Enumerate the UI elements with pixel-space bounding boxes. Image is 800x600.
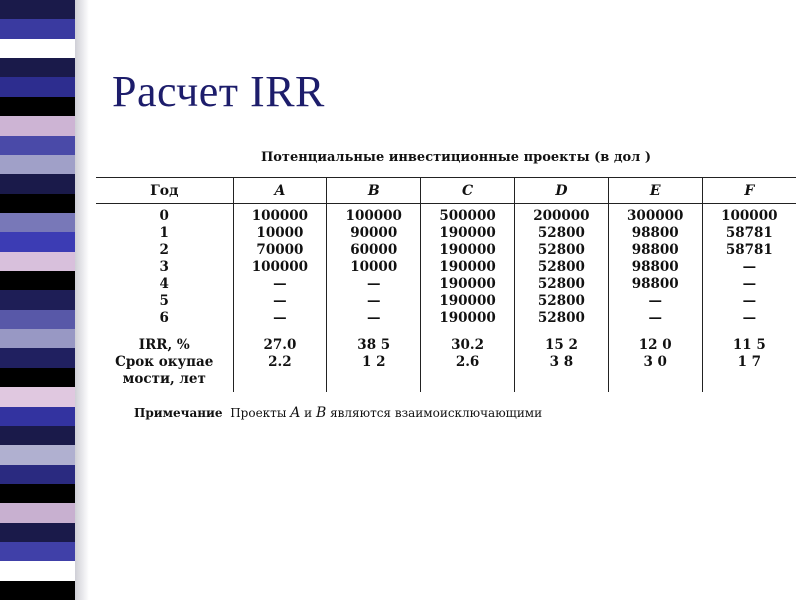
note-conjunction: и xyxy=(304,406,313,420)
value-cell: — xyxy=(608,293,702,310)
stripe-segment xyxy=(0,561,75,580)
stripe-segment xyxy=(0,116,75,135)
irr-value: 11 5 xyxy=(702,337,796,354)
project-header: A xyxy=(233,178,327,204)
spacer-cell xyxy=(327,327,421,337)
irr-row xyxy=(96,337,796,354)
value-cell: — xyxy=(327,276,421,293)
year-header: Год xyxy=(96,178,233,204)
stripe-segment xyxy=(0,329,75,348)
value-cell: 190000 xyxy=(421,225,515,242)
stripe-segment xyxy=(0,484,75,503)
irr-value: 15 2 xyxy=(514,337,608,354)
stripe-segment xyxy=(0,19,75,38)
value-cell: 58781 xyxy=(702,242,796,259)
spacer-cell xyxy=(702,327,796,337)
value-cell: — xyxy=(233,293,327,310)
stripe-segment xyxy=(0,503,75,522)
irr-value: 12 0 xyxy=(608,337,702,354)
payback-value: 1 7 xyxy=(702,354,796,392)
spacer-cell xyxy=(96,327,233,337)
stripe-segment xyxy=(0,407,75,426)
stripe-segment xyxy=(0,97,75,116)
year-cell: 3 xyxy=(159,259,169,275)
value-cell: — xyxy=(608,310,702,327)
value-cell: 60000 xyxy=(327,242,421,259)
stripe-shadow xyxy=(75,0,89,600)
stripe-segment xyxy=(0,58,75,77)
project-header: B xyxy=(327,178,421,204)
note-text-before: Проекты xyxy=(230,406,287,420)
value-cell: — xyxy=(702,310,796,327)
payback-value: 3 0 xyxy=(608,354,702,392)
irr-value: 38 5 xyxy=(327,337,421,354)
irr-label: IRR, % xyxy=(138,337,190,353)
investment-table xyxy=(96,177,796,392)
value-cell: — xyxy=(327,293,421,310)
value-cell: 90000 xyxy=(327,225,421,242)
year-cell: 1 xyxy=(159,225,169,241)
stripe-segment xyxy=(0,39,75,58)
year-cell: 0 xyxy=(159,208,169,224)
irr-value: 30.2 xyxy=(421,337,515,354)
payback-value: 2.2 xyxy=(233,354,327,392)
spacer-cell xyxy=(421,327,515,337)
value-cell: 52800 xyxy=(514,293,608,310)
header-row xyxy=(96,178,796,204)
value-cell: 52800 xyxy=(514,310,608,327)
value-cell: 10000 xyxy=(327,259,421,276)
table-row xyxy=(96,204,796,226)
table-row xyxy=(96,259,796,276)
payback-value: 2.6 xyxy=(421,354,515,392)
stripe-segment xyxy=(0,368,75,387)
value-cell: 500000 xyxy=(421,204,515,226)
value-cell: 190000 xyxy=(421,293,515,310)
stripe-segment xyxy=(0,77,75,96)
spacer-cell xyxy=(233,327,327,337)
value-cell: 100000 xyxy=(233,204,327,226)
stripe-segment xyxy=(0,155,75,174)
stripe-segment xyxy=(0,310,75,329)
stripe-segment xyxy=(0,348,75,367)
value-cell: 100000 xyxy=(233,259,327,276)
stripe-segment xyxy=(0,252,75,271)
value-cell: 190000 xyxy=(421,259,515,276)
decorative-stripe xyxy=(0,0,75,600)
stripe-segment xyxy=(0,523,75,542)
stripe-segment xyxy=(0,136,75,155)
year-cell: 5 xyxy=(159,293,169,309)
value-cell: 58781 xyxy=(702,225,796,242)
year-cell: 2 xyxy=(159,242,169,258)
payback-value: 1 2 xyxy=(327,354,421,392)
value-cell: 190000 xyxy=(421,276,515,293)
value-cell: 100000 xyxy=(327,204,421,226)
stripe-segment xyxy=(0,271,75,290)
table-body xyxy=(96,204,796,393)
value-cell: — xyxy=(702,259,796,276)
value-cell: 100000 xyxy=(702,204,796,226)
table-caption: Потенциальные инвестиционные проекты (в дол ) xyxy=(260,150,652,165)
payback-value: 3 8 xyxy=(514,354,608,392)
note-text-after: являются взаимоисключающими xyxy=(330,406,543,420)
stripe-segment xyxy=(0,542,75,561)
value-cell: — xyxy=(702,293,796,310)
spacer-row xyxy=(96,327,796,337)
value-cell: 70000 xyxy=(233,242,327,259)
irr-value: 27.0 xyxy=(233,337,327,354)
value-cell: 52800 xyxy=(514,225,608,242)
stripe-segment xyxy=(0,581,75,600)
table-row xyxy=(96,310,796,327)
stripe-segment xyxy=(0,426,75,445)
note-project-a: A xyxy=(290,405,301,421)
value-cell: 300000 xyxy=(608,204,702,226)
note-project-b: B xyxy=(315,405,327,421)
year-cell: 4 xyxy=(159,276,169,292)
project-header: D xyxy=(514,178,608,204)
value-cell: 10000 xyxy=(233,225,327,242)
table-row xyxy=(96,225,796,242)
slide-title: Расчет IRR xyxy=(112,67,325,116)
stripe-segment xyxy=(0,465,75,484)
table-row xyxy=(96,276,796,293)
stripe-segment xyxy=(0,194,75,213)
payback-label-line1: Срок окупае xyxy=(115,354,214,370)
value-cell: — xyxy=(233,276,327,293)
table-note xyxy=(134,405,542,421)
value-cell: 190000 xyxy=(421,310,515,327)
value-cell: — xyxy=(702,276,796,293)
stripe-segment xyxy=(0,174,75,193)
value-cell: 190000 xyxy=(421,242,515,259)
value-cell: 200000 xyxy=(514,204,608,226)
value-cell: 52800 xyxy=(514,242,608,259)
spacer-cell xyxy=(608,327,702,337)
year-cell: 6 xyxy=(159,310,169,326)
project-header: C xyxy=(421,178,515,204)
value-cell: 52800 xyxy=(514,276,608,293)
payback-row xyxy=(96,354,796,392)
stripe-segment xyxy=(0,387,75,406)
note-label: Примечание xyxy=(134,406,223,420)
spacer-cell xyxy=(514,327,608,337)
stripe-segment xyxy=(0,290,75,309)
payback-label-line2: мости, лет xyxy=(122,371,206,387)
value-cell: 98800 xyxy=(608,276,702,293)
project-header: F xyxy=(702,178,796,204)
project-header: E xyxy=(608,178,702,204)
value-cell: — xyxy=(327,310,421,327)
investment-table-block xyxy=(96,150,796,392)
value-cell: 98800 xyxy=(608,259,702,276)
stripe-segment xyxy=(0,213,75,232)
value-cell: 98800 xyxy=(608,242,702,259)
stripe-segment xyxy=(0,445,75,464)
value-cell: 52800 xyxy=(514,259,608,276)
table-row xyxy=(96,293,796,310)
payback-label xyxy=(96,354,233,392)
stripe-segment xyxy=(0,232,75,251)
value-cell: 98800 xyxy=(608,225,702,242)
stripe-segment xyxy=(0,0,75,19)
table-row xyxy=(96,242,796,259)
value-cell: — xyxy=(233,310,327,327)
